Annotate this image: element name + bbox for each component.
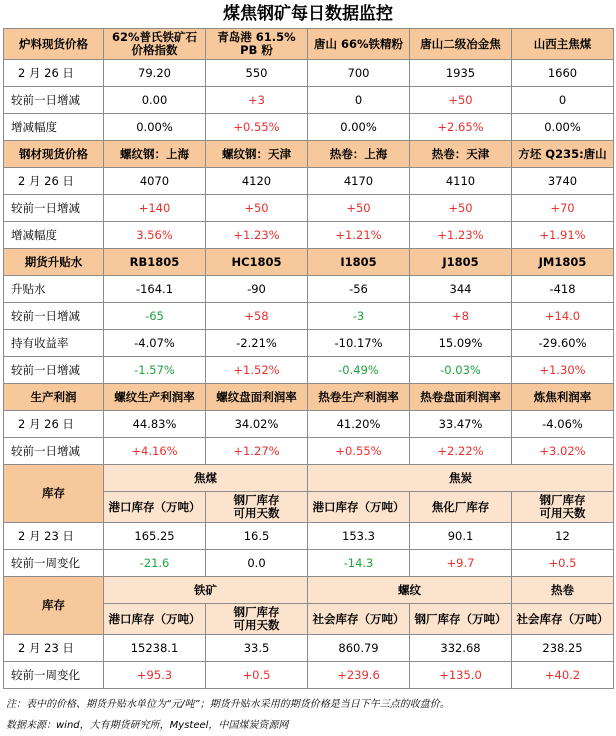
futures-header-row (4, 249, 614, 276)
column-header: 唐山二级冶金焦 (410, 29, 512, 60)
column-header: 螺纹生产利润率 (104, 384, 206, 411)
column-header: 方坯 Q235:唐山 (512, 141, 614, 168)
column-header: 焦化厂库存 (410, 492, 512, 523)
cell: -4.06% (512, 411, 614, 438)
column-header: I1805 (308, 249, 410, 276)
group-header: 铁矿 (104, 577, 308, 604)
cell: 344 (410, 276, 512, 303)
column-header: 唐山 66%铁精粉 (308, 29, 410, 60)
column-header: 山西主焦煤 (512, 29, 614, 60)
cell: 41.20% (308, 411, 410, 438)
cell: +135.0 (410, 662, 512, 689)
cell: +58 (206, 303, 308, 330)
column-header: 社会库存（万吨） (308, 604, 410, 635)
cell: 0 (512, 87, 614, 114)
column-header: 热卷生产利润率 (308, 384, 410, 411)
column-header: 62%普氏铁矿石 价格指数 (104, 29, 206, 60)
cell: 0.0 (206, 550, 308, 577)
table-row (4, 662, 614, 689)
row-label: 增减幅度 (4, 114, 104, 141)
table-row (4, 276, 614, 303)
cell: -29.60% (512, 330, 614, 357)
cell: 0 (308, 87, 410, 114)
cell: +70 (512, 195, 614, 222)
table-row (4, 222, 614, 249)
cell: -0.49% (308, 357, 410, 384)
column-header: 螺纹钢：天津 (206, 141, 308, 168)
cell: 4070 (104, 168, 206, 195)
column-header: 钢厂库存 可用天数 (206, 604, 308, 635)
column-header: 港口库存（万吨） (104, 492, 206, 523)
cell: 0.00% (104, 114, 206, 141)
column-header: JM1805 (512, 249, 614, 276)
column-header: 港口库存（万吨） (104, 604, 206, 635)
row-label: 增减幅度 (4, 222, 104, 249)
profit-header-row (4, 384, 614, 411)
cell: +1.27% (206, 438, 308, 465)
row-label: 2 月 26 日 (4, 168, 104, 195)
row-label: 升贴水 (4, 276, 104, 303)
cell: -4.07% (104, 330, 206, 357)
cell: +1.91% (512, 222, 614, 249)
cell: 0.00 (104, 87, 206, 114)
table-row (4, 438, 614, 465)
cell: +1.23% (410, 222, 512, 249)
cell: +1.23% (206, 222, 308, 249)
cell: 4170 (308, 168, 410, 195)
cell: 34.02% (206, 411, 308, 438)
section-label: 期货升贴水 (4, 249, 104, 276)
cell: +3 (206, 87, 308, 114)
cell: +0.5 (206, 662, 308, 689)
cell: -418 (512, 276, 614, 303)
cell: +1.52% (206, 357, 308, 384)
row-label: 2 月 23 日 (4, 635, 104, 662)
cell: 15238.1 (104, 635, 206, 662)
table-row (4, 303, 614, 330)
cell: +40.2 (512, 662, 614, 689)
cell: 3740 (512, 168, 614, 195)
cell: +95.3 (104, 662, 206, 689)
row-label: 2 月 26 日 (4, 60, 104, 87)
cell: -1.57% (104, 357, 206, 384)
cell: 700 (308, 60, 410, 87)
cell: 12 (512, 523, 614, 550)
section-label: 库存 (4, 577, 104, 635)
cell: +0.55% (206, 114, 308, 141)
cell: +2.22% (410, 438, 512, 465)
section-label: 生产利润 (4, 384, 104, 411)
cell: 550 (206, 60, 308, 87)
row-label: 较前一日增减 (4, 438, 104, 465)
cell: 332.68 (410, 635, 512, 662)
group-header: 热卷 (512, 577, 614, 604)
cell: 33.5 (206, 635, 308, 662)
row-label: 较前一周变化 (4, 662, 104, 689)
cell: 1935 (410, 60, 512, 87)
row-label: 2 月 23 日 (4, 523, 104, 550)
cell: +0.5 (512, 550, 614, 577)
row-label: 2 月 26 日 (4, 411, 104, 438)
page-title: 煤焦钢矿每日数据监控 (223, 4, 393, 24)
cell: 238.25 (512, 635, 614, 662)
cell: -21.6 (104, 550, 206, 577)
cell: +50 (308, 195, 410, 222)
cell: +50 (410, 87, 512, 114)
table-row (4, 411, 614, 438)
cell: +3.02% (512, 438, 614, 465)
row-label: 较前一日增减 (4, 357, 104, 384)
inventory-steel-group-row (4, 577, 614, 604)
cell: -65 (104, 303, 206, 330)
group-header: 焦炭 (308, 465, 614, 492)
cell: 79.20 (104, 60, 206, 87)
section-label: 炉料现货价格 (4, 29, 104, 60)
cell: -10.17% (308, 330, 410, 357)
cell: 153.3 (308, 523, 410, 550)
column-header: 钢厂库存 可用天数 (206, 492, 308, 523)
cell: 15.09% (410, 330, 512, 357)
cell: 44.83% (104, 411, 206, 438)
cell: +1.30% (512, 357, 614, 384)
cell: 0.00% (308, 114, 410, 141)
cell: +50 (206, 195, 308, 222)
cell: +4.16% (104, 438, 206, 465)
cell: 0.00% (512, 114, 614, 141)
table-row (4, 550, 614, 577)
group-header: 焦煤 (104, 465, 308, 492)
column-header: 钢厂库存 可用天数 (512, 492, 614, 523)
cell: 165.25 (104, 523, 206, 550)
column-header: 港口库存（万吨） (308, 492, 410, 523)
column-header: 螺纹钢：上海 (104, 141, 206, 168)
cell: +2.65% (410, 114, 512, 141)
group-header: 螺纹 (308, 577, 512, 604)
data-source: 数据来源：wind，大有期货研究所，Mysteel，中国煤炭资源网 (6, 720, 289, 731)
cell: 1660 (512, 60, 614, 87)
row-label: 持有收益率 (4, 330, 104, 357)
cell: 90.1 (410, 523, 512, 550)
steel-spot-header-row (4, 141, 614, 168)
cell: +8 (410, 303, 512, 330)
cell: -56 (308, 276, 410, 303)
table-row (4, 195, 614, 222)
row-label: 较前一日增减 (4, 87, 104, 114)
column-header: 社会库存（万吨） (512, 604, 614, 635)
cell: -164.1 (104, 276, 206, 303)
table-row (4, 357, 614, 384)
column-header: J1805 (410, 249, 512, 276)
row-label: 较前一日增减 (4, 303, 104, 330)
cell: +50 (410, 195, 512, 222)
table-row (4, 523, 614, 550)
cell: +0.55% (308, 438, 410, 465)
column-header: 螺纹盘面利润率 (206, 384, 308, 411)
column-header: 炼焦利润率 (512, 384, 614, 411)
table-row (4, 635, 614, 662)
section-label: 钢材现货价格 (4, 141, 104, 168)
cell: 4110 (410, 168, 512, 195)
cell: 16.5 (206, 523, 308, 550)
monitor-table (3, 28, 614, 689)
table-row (4, 114, 614, 141)
cell: -3 (308, 303, 410, 330)
unit-note: 注：表中的价格、期货升贴水单位为“元/吨”；期货升贴水采用的期货价格是当日下午三点的收盘价。 (6, 699, 450, 710)
column-header: HC1805 (206, 249, 308, 276)
row-label: 较前一日增减 (4, 195, 104, 222)
cell: -2.21% (206, 330, 308, 357)
cell: -0.03% (410, 357, 512, 384)
cell: -14.3 (308, 550, 410, 577)
table-row (4, 60, 614, 87)
column-header: 热卷：上海 (308, 141, 410, 168)
column-header: 青岛港 61.5% PB 粉 (206, 29, 308, 60)
cell: +1.21% (308, 222, 410, 249)
cell: 33.47% (410, 411, 512, 438)
column-header: 热卷：天津 (410, 141, 512, 168)
column-header: 热卷盘面利润率 (410, 384, 512, 411)
cell: 4120 (206, 168, 308, 195)
raw-spot-header-row (4, 29, 614, 60)
row-label: 较前一周变化 (4, 550, 104, 577)
column-header: RB1805 (104, 249, 206, 276)
cell: +140 (104, 195, 206, 222)
inventory-coal-group-row (4, 465, 614, 492)
column-header: 钢厂库存（万吨） (410, 604, 512, 635)
table-row (4, 87, 614, 114)
table-row (4, 168, 614, 195)
cell: 860.79 (308, 635, 410, 662)
cell: +239.6 (308, 662, 410, 689)
cell: +9.7 (410, 550, 512, 577)
footnotes (6, 694, 616, 736)
cell: +14.0 (512, 303, 614, 330)
table-row (4, 330, 614, 357)
cell: -90 (206, 276, 308, 303)
section-label: 库存 (4, 465, 104, 523)
cell: 3.56% (104, 222, 206, 249)
